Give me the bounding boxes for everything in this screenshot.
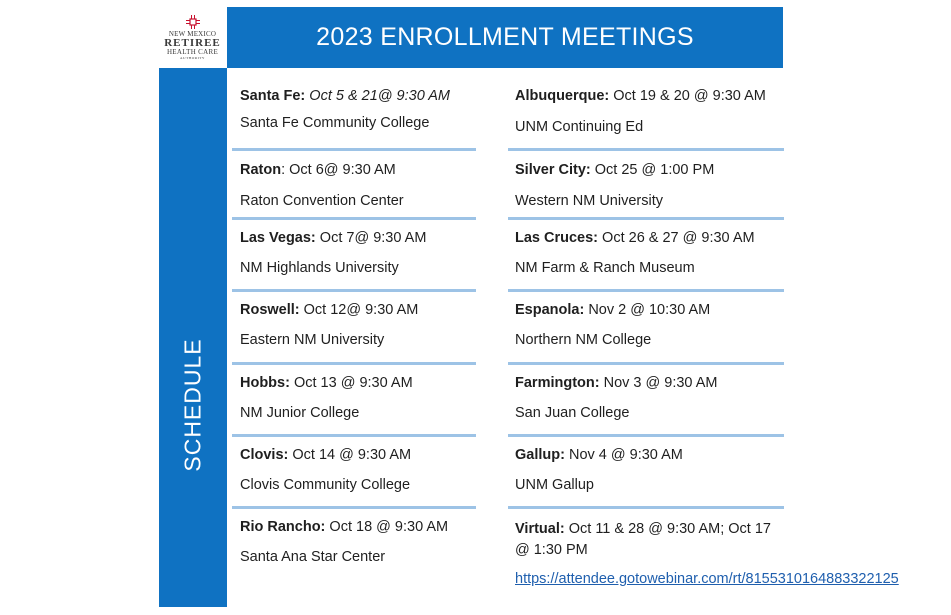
meeting-time: Oct 14 @ 9:30 AM: [292, 447, 412, 463]
list-item-hobbs: [232, 365, 476, 437]
venue-name: Eastern NM University: [240, 332, 385, 348]
left-schedule-column: [232, 68, 476, 589]
meeting-time: Nov 4 @ 9:30 AM: [568, 447, 683, 463]
list-item-raton: [232, 151, 476, 220]
city-name: Gallup:: [515, 447, 565, 463]
city-name: Santa Fe:: [240, 88, 306, 104]
venue-name: Clovis Community College: [240, 477, 411, 493]
meeting-time: Nov 2 @ 10:30 AM: [588, 302, 711, 318]
zia-sun-icon: [186, 15, 200, 29]
meeting-line: [515, 162, 714, 178]
meeting-line: [240, 162, 396, 178]
list-item-espanola: [508, 292, 784, 365]
list-item-gallup: [508, 437, 784, 509]
city-name: Virtual:: [515, 521, 565, 537]
list-item-albuquerque: [508, 68, 784, 151]
venue-name: UNM Continuing Ed: [515, 119, 644, 135]
venue-name: San Juan College: [515, 405, 630, 421]
list-item-silver-city: [508, 151, 784, 220]
logo-line-2: RETIREE: [164, 36, 221, 49]
meeting-time: Oct 12@ 9:30 AM: [303, 302, 419, 318]
meeting-line: [240, 375, 413, 391]
venue-name: NM Highlands University: [240, 260, 399, 276]
list-item-clovis: [232, 437, 476, 509]
meeting-line: [515, 447, 683, 463]
logo-line-4: AUTHORITY: [180, 55, 205, 60]
meeting-line: [515, 302, 710, 318]
city-name: Las Vegas:: [240, 230, 316, 246]
venue-name: NM Junior College: [240, 405, 360, 421]
right-schedule-column: [508, 68, 899, 587]
meeting-line: [240, 519, 448, 535]
logo-line-3: HEALTH CARE: [166, 47, 219, 56]
meeting-time: Oct 11 & 28 @ 9:30 AM; Oct 17 @ 1:30 PM: [515, 521, 771, 558]
webinar-link[interactable]: https://attendee.gotowebinar.com/rt/8155310164883322125: [515, 571, 899, 587]
city-name: Roswell:: [240, 302, 300, 318]
meeting-line: [240, 88, 450, 104]
list-item-roswell: [232, 292, 476, 365]
venue-name: UNM Gallup: [515, 477, 594, 493]
meeting-line: [515, 88, 766, 104]
meeting-time: Oct 5 & 21@ 9:30 AM: [309, 88, 451, 104]
venue-name: NM Farm & Ranch Museum: [515, 260, 695, 276]
list-item-las-vegas: [232, 220, 476, 292]
schedule-sidebar: [159, 68, 227, 607]
meeting-line: [240, 447, 411, 463]
list-item-las-cruces: [508, 220, 784, 292]
meeting-time: Oct 18 @ 9:30 AM: [329, 519, 449, 535]
city-name: Silver City:: [515, 162, 591, 178]
virtual-meeting-line: [515, 519, 783, 561]
meeting-time: Oct 19 & 20 @ 9:30 AM: [613, 88, 766, 104]
venue-name: Northern NM College: [515, 332, 652, 348]
list-item-santa-fe: [232, 68, 476, 151]
list-item-rio-rancho: [232, 509, 476, 589]
venue-name: Raton Convention Center: [240, 193, 404, 209]
meeting-time: Nov 3 @ 9:30 AM: [603, 375, 718, 391]
meeting-line: [515, 375, 717, 391]
city-name: Albuquerque:: [515, 88, 610, 104]
sidebar-label: SCHEDULE: [179, 338, 206, 472]
meeting-line: [240, 230, 426, 246]
list-item-farmington: [508, 365, 784, 437]
city-name: Las Cruces:: [515, 230, 599, 246]
meeting-time: Oct 7@ 9:30 AM: [319, 230, 427, 246]
meeting-time: Oct 25 @ 1:00 PM: [594, 162, 715, 178]
page-title: 2023 ENROLLMENT MEETINGS: [227, 7, 783, 68]
meeting-line: [240, 302, 418, 318]
nmrhca-logo: [158, 7, 227, 68]
meeting-time: : Oct 6@ 9:30 AM: [281, 162, 396, 178]
meeting-line: [515, 230, 755, 246]
meeting-time: Oct 26 & 27 @ 9:30 AM: [602, 230, 755, 246]
city-name: Hobbs:: [240, 375, 290, 391]
city-name: Raton: [240, 162, 282, 178]
city-name: Farmington:: [515, 375, 600, 391]
venue-name: Santa Ana Star Center: [240, 549, 386, 565]
city-name: Espanola:: [515, 302, 585, 318]
logo-line-1: NEW MEXICO: [168, 29, 217, 38]
city-name: Clovis:: [240, 447, 289, 463]
meeting-time: Oct 13 @ 9:30 AM: [293, 375, 413, 391]
venue-name: Western NM University: [515, 193, 663, 209]
city-name: Rio Rancho:: [240, 519, 326, 535]
venue-name: Santa Fe Community College: [240, 115, 430, 131]
